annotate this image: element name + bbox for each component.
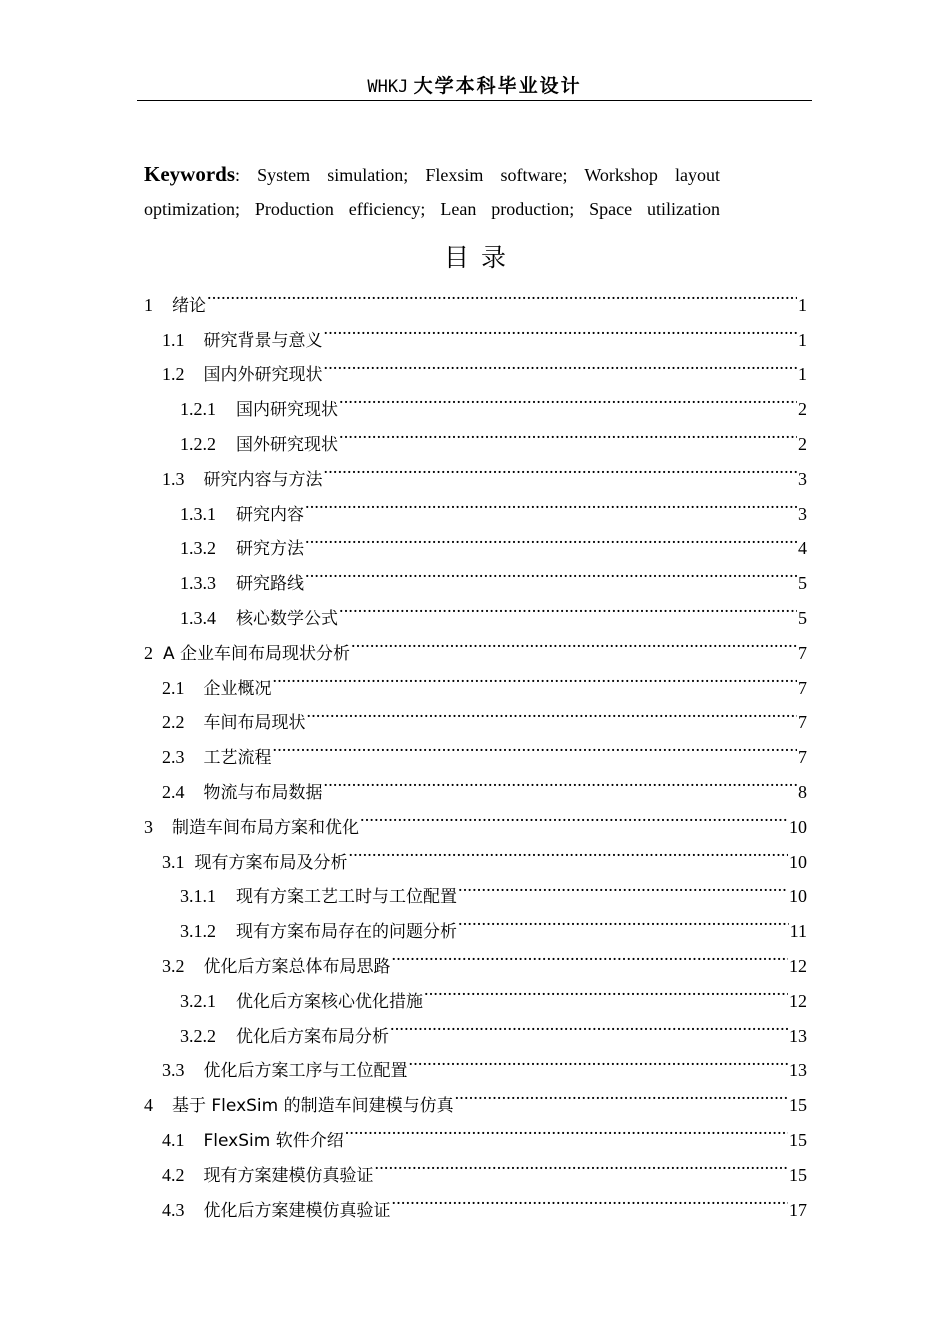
toc-dot-leader (351, 624, 797, 659)
keywords-label: Keywords (144, 162, 235, 186)
toc-entry-page: 10 (789, 886, 807, 907)
toc-entry[interactable] (144, 276, 807, 316)
toc-entry-title: 优化后方案工序与工位配置 (203, 1061, 408, 1082)
toc-entry-page: 4 (798, 538, 807, 559)
toc-entry-number: 2 (144, 642, 153, 663)
toc-dot-leader (305, 520, 797, 555)
toc-entry-page: 5 (798, 607, 807, 628)
toc-entry-page: 11 (789, 921, 807, 942)
toc-dot-leader (392, 1181, 789, 1216)
toc-entry-page: 3 (798, 503, 807, 524)
toc-entry-number: 1 (144, 294, 153, 315)
toc-entry-title: 优化后方案核心优化措施 (236, 991, 423, 1012)
toc-entry-page: 13 (789, 1025, 807, 1046)
toc-entry-title: 绪论 (172, 295, 206, 316)
toc-entry-page: 1 (798, 329, 807, 350)
toc-entry-number: 3.2.2 (180, 1025, 216, 1046)
toc-dot-leader (455, 1076, 788, 1111)
toc-dot-leader (409, 1042, 789, 1077)
toc-dot-leader (339, 589, 797, 624)
toc-entry-page: 1 (798, 364, 807, 385)
toc-entry-title: 研究方法 (236, 539, 304, 560)
toc-entry-title: 企业概况 (203, 678, 272, 699)
toc-title: 目录 (443, 243, 518, 272)
toc-dot-leader (307, 694, 798, 729)
toc-entry-page: 7 (798, 747, 807, 768)
toc-entry-page: 1 (798, 294, 807, 315)
toc-entry-page: 7 (798, 642, 807, 663)
toc-entry-number: 2.1 (162, 677, 185, 698)
toc-dot-leader (458, 868, 788, 903)
toc-entry-page: 13 (789, 1060, 807, 1081)
toc-entry-title: 工艺流程 (203, 748, 272, 769)
toc-entry-number: 3.3 (162, 1060, 185, 1081)
toc-entry-title: 车间布局现状 (203, 713, 306, 734)
toc-entry-title: 优化后方案总体布局思路 (203, 956, 391, 977)
toc-dot-leader (360, 798, 788, 833)
toc-dot-leader (390, 1007, 788, 1042)
toc-entry-page: 3 (798, 468, 807, 489)
toc-dot-leader (375, 1146, 789, 1181)
toc-entry-title: 现有方案布局及分析 (194, 852, 348, 873)
toc-dot-leader (339, 380, 797, 415)
toc-entry-page: 7 (798, 712, 807, 733)
toc-dot-leader (273, 728, 798, 763)
toc-entry-page: 15 (789, 1129, 807, 1150)
toc-entry-number: 3 (144, 816, 153, 837)
toc-dot-leader (458, 902, 789, 937)
table-of-contents (144, 276, 807, 1221)
toc-entry-number: 1.3.4 (180, 607, 216, 628)
toc-dot-leader (324, 311, 798, 346)
toc-entry-title: 优化后方案建模仿真验证 (203, 1200, 391, 1221)
toc-entry-number: 2.2 (162, 712, 185, 733)
toc-entry-number: 1.2 (162, 364, 185, 385)
toc-entry-title: 研究内容 (236, 504, 304, 525)
toc-entry-number: 4.1 (162, 1129, 185, 1150)
toc-entry-number: 1.2.2 (180, 433, 216, 454)
keywords-paragraph (144, 157, 720, 226)
toc-dot-leader (305, 554, 797, 589)
toc-entry-number: 1.2.1 (180, 399, 216, 420)
toc-entry-title: 基于 FlexSim 的制造车间建模与仿真 (172, 1096, 454, 1117)
toc-dot-leader (324, 346, 798, 381)
toc-entry-title: 现有方案工艺工时与工位配置 (236, 887, 457, 908)
toc-entry-number: 1.3 (162, 468, 185, 489)
toc-entry-number: 1.1 (162, 329, 185, 350)
toc-entry-number: 2.3 (162, 747, 185, 768)
toc-dot-leader (324, 450, 798, 485)
toc-entry-title: 国外研究现状 (236, 434, 338, 455)
toc-entry-page: 10 (789, 851, 807, 872)
toc-entry-number: 3.1 (162, 851, 185, 872)
toc-entry-number: 4.3 (162, 1199, 185, 1220)
toc-dot-leader (349, 833, 789, 868)
toc-entry-title: 研究内容与方法 (203, 469, 323, 490)
toc-entry-number: 3.1.1 (180, 886, 216, 907)
page-header (137, 72, 812, 101)
toc-entry[interactable] (144, 311, 807, 351)
toc-entry-title: 物流与布局数据 (203, 782, 323, 803)
toc-entry-page: 7 (798, 677, 807, 698)
toc-entry-number: 3.2.1 (180, 990, 216, 1011)
toc-dot-leader (207, 276, 797, 311)
toc-entry-title: 制造车间布局方案和优化 (172, 817, 359, 838)
toc-dot-leader (424, 972, 788, 1007)
toc-entry-title: 研究路线 (236, 574, 304, 595)
toc-dot-leader (305, 485, 797, 520)
toc-entry-page: 15 (789, 1164, 807, 1185)
toc-entry-page: 10 (789, 816, 807, 837)
toc-dot-leader (392, 937, 789, 972)
toc-entry-page: 8 (798, 781, 807, 802)
header-title: 大学本科毕业设计 (413, 75, 582, 97)
toc-entry-page: 12 (789, 990, 807, 1011)
toc-entry-page: 12 (789, 955, 807, 976)
toc-entry-title: 国内外研究现状 (203, 365, 323, 386)
keywords-line-1: : System simulation; Flexsim software; Workshop layout (235, 165, 720, 185)
toc-dot-leader (339, 415, 797, 450)
toc-entry-title: FlexSim 软件介绍 (203, 1130, 344, 1151)
header-latin: WHKJ (367, 77, 409, 97)
toc-entry-title: 优化后方案布局分析 (236, 1026, 389, 1047)
toc-entry-page: 5 (798, 573, 807, 594)
toc-entry-number: 1.3.2 (180, 538, 216, 559)
toc-entry-title: 现有方案建模仿真验证 (203, 1165, 374, 1186)
toc-entry-number: 2.4 (162, 781, 185, 802)
keywords-line-2: optimization; Production efficiency; Lean production; Space utilization (144, 199, 720, 219)
toc-entry-title: 现有方案布局存在的问题分析 (236, 922, 457, 943)
toc-entry-number: 4 (144, 1095, 153, 1116)
toc-entry-page: 2 (798, 433, 807, 454)
toc-entry-number: 3.2 (162, 955, 185, 976)
toc-entry-page: 2 (798, 399, 807, 420)
toc-entry-title: A 企业车间布局现状分析 (163, 643, 351, 664)
toc-entry-page: 17 (789, 1199, 807, 1220)
toc-entry-title: 核心数学公式 (236, 608, 338, 629)
toc-entry-number: 3.1.2 (180, 921, 216, 942)
toc-entry-title: 国内研究现状 (236, 400, 338, 421)
toc-dot-leader (324, 763, 798, 798)
toc-dot-leader (345, 1111, 788, 1146)
toc-entry-number: 4.2 (162, 1164, 185, 1185)
toc-entry-number: 1.3.3 (180, 573, 216, 594)
toc-entry-number: 1.3.1 (180, 503, 216, 524)
toc-dot-leader (273, 659, 798, 694)
toc-entry-title: 研究背景与意义 (203, 330, 323, 351)
toc-entry-page: 15 (789, 1095, 807, 1116)
